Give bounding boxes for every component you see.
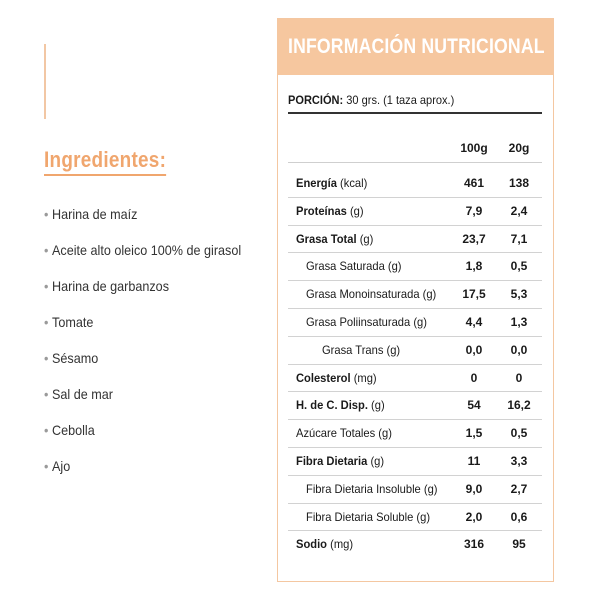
ingredients-title: Ingredientes: (44, 147, 166, 176)
table-row (288, 337, 542, 365)
table-row (288, 504, 542, 532)
value-100g: 7,9 (465, 203, 483, 218)
ingredient-label: Aceite alto oleico 100% de girasol (52, 242, 242, 258)
ingredient-label: Harina de garbanzos (52, 278, 170, 294)
value-100g: 2,0 (465, 509, 483, 524)
bullet-icon: • (44, 386, 49, 402)
portion-label: PORCIÓN: (288, 93, 344, 107)
row-label: Fibra Dietaria Soluble (g) (306, 509, 431, 524)
nutrition-panel (277, 18, 554, 582)
table-row (288, 281, 542, 309)
value-100g: 4,4 (465, 314, 483, 329)
bullet-icon: • (44, 206, 49, 222)
ingredient-label: Tomate (52, 314, 94, 330)
row-label: Grasa Monoinsaturada (g) (306, 287, 437, 302)
value-20g: 1,3 (510, 314, 528, 329)
table-row (288, 198, 542, 226)
value-100g: 461 (463, 176, 485, 190)
value-100g: 0 (470, 370, 478, 385)
ingredient-item (44, 344, 241, 380)
value-100g: 9,0 (465, 481, 483, 496)
nutrition-title: INFORMACIÓN NUTRICIONAL (288, 35, 545, 58)
value-100g: 316 (463, 537, 485, 552)
bullet-icon: • (44, 314, 49, 330)
row-label: Azúcare Totales (g) (296, 426, 392, 441)
header-divider (288, 162, 542, 163)
value-20g: 3,3 (510, 453, 528, 468)
ingredient-label: Harina de maíz (52, 206, 138, 222)
bullet-icon: • (44, 278, 49, 294)
ingredient-item (44, 416, 241, 452)
row-label: Grasa Saturada (g) (306, 259, 402, 274)
nutrition-header (278, 19, 553, 75)
value-100g: 23,7 (462, 231, 486, 246)
table-row (288, 448, 542, 476)
row-label: Grasa Total (g) (296, 231, 374, 246)
row-label: H. de C. Disp. (g) (296, 398, 385, 413)
row-label: Proteínas (g) (296, 203, 364, 218)
portion-divider (288, 112, 542, 114)
row-label: Energía (kcal) (296, 176, 368, 190)
value-20g: 138 (508, 176, 530, 190)
decorative-rule (44, 44, 46, 119)
table-row (288, 531, 542, 559)
value-20g: 0 (515, 370, 523, 385)
value-100g: 0,0 (465, 342, 483, 357)
value-20g: 0,5 (510, 259, 528, 274)
ingredient-item (44, 200, 241, 236)
value-20g: 7,1 (510, 231, 528, 246)
value-100g: 17,5 (462, 287, 486, 302)
row-label: Grasa Poliinsaturada (g) (306, 314, 427, 329)
value-20g: 0,5 (510, 426, 528, 441)
value-100g: 1,8 (465, 259, 483, 274)
row-label: Fibra Dietaria (g) (296, 453, 385, 468)
ingredients-list (44, 200, 263, 488)
value-20g: 5,3 (510, 287, 528, 302)
row-label: Grasa Trans (g) (322, 342, 401, 357)
column-header-20g: 20g (508, 141, 530, 155)
row-label: Fibra Dietaria Insoluble (g) (306, 481, 438, 496)
value-20g: 0,0 (510, 342, 528, 357)
ingredient-item (44, 380, 241, 416)
portion-line (288, 93, 454, 107)
value-100g: 1,5 (465, 426, 483, 441)
bullet-icon: • (44, 242, 49, 258)
bullet-icon: • (44, 458, 49, 474)
ingredient-item (44, 236, 241, 272)
column-header-100g: 100g (460, 141, 488, 155)
row-label: Sodio (mg) (296, 537, 354, 552)
bullet-icon: • (44, 350, 49, 366)
portion-value: 30 grs. (1 taza aprox.) (346, 93, 455, 107)
table-row (288, 420, 542, 448)
table-row (288, 309, 542, 337)
value-20g: 16,2 (507, 398, 531, 413)
table-row (288, 365, 542, 393)
table-row (288, 476, 542, 504)
ingredient-item (44, 308, 241, 344)
value-100g: 54 (467, 398, 481, 413)
ingredient-label: Sal de mar (52, 386, 113, 402)
ingredient-item (44, 272, 241, 308)
ingredient-label: Ajo (52, 458, 71, 474)
value-20g: 2,7 (510, 481, 528, 496)
table-row (288, 253, 542, 281)
ingredient-item (44, 452, 241, 488)
bullet-icon: • (44, 422, 49, 438)
value-100g: 11 (467, 453, 481, 468)
nutrition-table (288, 170, 542, 559)
value-20g: 0,6 (510, 509, 528, 524)
table-row (288, 226, 542, 254)
table-row (288, 392, 542, 420)
value-20g: 2,4 (510, 203, 528, 218)
value-20g: 95 (512, 537, 526, 552)
ingredient-label: Sésamo (52, 350, 99, 366)
table-row (288, 170, 542, 198)
ingredient-label: Cebolla (52, 422, 95, 438)
row-label: Colesterol (mg) (296, 370, 377, 385)
